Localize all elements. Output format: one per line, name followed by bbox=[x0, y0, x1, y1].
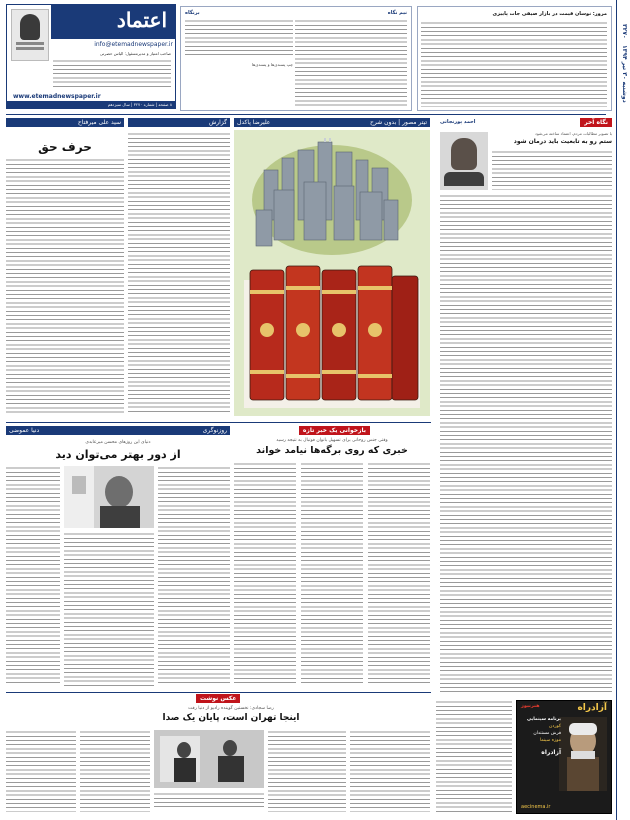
feature-center-kicker: وقتی جنس روحانی برای تسهیل بانوان فوتبال به نتیجه رسید bbox=[276, 438, 388, 443]
feature-center-title: خبری که روی برگه‌ها نیامد خواند bbox=[256, 445, 408, 456]
top-center-lead: برنگاه bbox=[185, 10, 200, 16]
ad-footer[interactable]: aecinema.ir bbox=[521, 804, 551, 810]
feature-left-body-a bbox=[6, 466, 60, 686]
bottom-story-body-d bbox=[350, 730, 430, 812]
ad-line-3: فرش مستندان bbox=[533, 731, 561, 736]
section-divider-2 bbox=[6, 422, 431, 423]
report-column bbox=[128, 118, 230, 418]
editorial-body bbox=[6, 158, 124, 413]
top-center-body-right bbox=[295, 19, 407, 107]
editorial-author: سید علی میرفتاح bbox=[77, 119, 121, 126]
masthead-issue-line: ۸ صفحه | شماره ۳۲۷۰ | سال سیزدهم bbox=[7, 101, 175, 108]
bottom-story-label: عکس نوشت bbox=[196, 694, 240, 703]
bottom-story-body-a bbox=[6, 730, 76, 812]
masthead-logo: اعتماد bbox=[116, 8, 167, 32]
right-column-body bbox=[440, 194, 612, 694]
report-label-bar bbox=[128, 118, 230, 127]
masthead-photo bbox=[11, 9, 49, 61]
feature-left-label: روزنوگری bbox=[202, 427, 227, 434]
advertisement[interactable] bbox=[516, 700, 612, 814]
right-lower-body bbox=[436, 700, 512, 812]
masthead-logo-band bbox=[51, 5, 175, 39]
feature-left-author: دنیا عموضی bbox=[9, 427, 40, 434]
ad-line-1: برنامه سینمایی bbox=[527, 717, 561, 722]
side-strip-issue: ۳۲۷۰ bbox=[621, 24, 628, 39]
side-strip bbox=[616, 0, 630, 820]
masthead-email[interactable]: info@etemadnewspaper.ir bbox=[94, 41, 173, 48]
right-column-kicker: با تصویر مطالبات مردم، اعتماد ساخته می‌شود bbox=[535, 131, 612, 136]
editorial-title: حرف حق bbox=[38, 140, 92, 154]
top-center-box bbox=[180, 6, 412, 111]
bottom-story-title: اینجا تهران است، پایان یک صدا bbox=[162, 713, 300, 723]
masthead-publisher: صاحب امتیاز و مدیرمسئول: الیاس حضرتی bbox=[99, 51, 171, 56]
feature-left-body-c bbox=[64, 532, 154, 686]
author-portrait bbox=[440, 132, 488, 190]
feature-center-body-c bbox=[368, 462, 430, 684]
masthead bbox=[6, 4, 176, 109]
right-column-label: نگاه آخر bbox=[580, 118, 612, 127]
side-strip-date: ۳۰ تیر ۱۳۹۴ bbox=[621, 44, 628, 80]
cartoon-label: تیتر مصور | بدون شرح bbox=[370, 119, 427, 126]
feature-left-bar bbox=[6, 426, 230, 435]
editorial-column bbox=[6, 118, 124, 418]
cartoon-label-bar bbox=[234, 118, 430, 127]
feature-left-body-b bbox=[158, 466, 230, 686]
bottom-story-body-c bbox=[268, 730, 346, 812]
editorial-author-bar bbox=[6, 118, 124, 127]
feature-center-label: بازخوانی یک خبر تازه bbox=[299, 426, 370, 435]
feature-center-body-b bbox=[301, 462, 363, 684]
top-center-label: نیم نگاه bbox=[387, 10, 407, 16]
ad-image bbox=[559, 717, 607, 791]
right-lower-block bbox=[436, 700, 512, 812]
cartoon-illustration bbox=[234, 130, 430, 416]
feature-left-photo bbox=[64, 466, 154, 528]
right-column-author: احمد پورنجاتی bbox=[440, 119, 476, 125]
ad-line-4: موزه سینما bbox=[539, 738, 561, 743]
bottom-story-kicker: رضا سجادی: نخستین گوینده رادیو از دنیا رفت bbox=[188, 706, 274, 711]
bottom-story-caption bbox=[154, 792, 264, 810]
right-column-intro bbox=[492, 150, 612, 190]
section-divider bbox=[6, 114, 606, 115]
cartoon-artist: علیرضا پاکدل bbox=[237, 119, 271, 126]
report-label: گزارش bbox=[208, 119, 227, 126]
feature-left bbox=[6, 426, 230, 688]
ad-line-5: آزادراه bbox=[541, 749, 561, 756]
ad-title: آزادراه bbox=[577, 703, 607, 713]
feature-center bbox=[234, 426, 430, 688]
ad-brand: هنرنیوز bbox=[521, 703, 540, 709]
masthead-website[interactable]: www.etemadnewspaper.ir bbox=[13, 93, 101, 100]
bottom-story-body-b bbox=[80, 730, 150, 812]
side-strip-day: دوشنبه bbox=[621, 81, 628, 103]
cartoon-block bbox=[234, 118, 430, 418]
bottom-story bbox=[6, 694, 431, 814]
top-center-byline: چپ پسندی‌ها و پسندی‌ها bbox=[251, 62, 293, 67]
feature-left-kicker: دنیای این روزهای محسن میرعابدی bbox=[85, 440, 151, 445]
masthead-credits bbox=[53, 59, 171, 89]
side-strip-text bbox=[618, 20, 628, 103]
bottom-story-photo bbox=[154, 730, 264, 788]
top-right-box bbox=[417, 6, 612, 111]
right-column-title: ستم رو به تابعیت باید درمان شود bbox=[513, 138, 612, 145]
top-right-body bbox=[421, 21, 607, 107]
section-divider-3 bbox=[6, 692, 431, 693]
report-body bbox=[128, 132, 230, 414]
ad-lines bbox=[521, 717, 561, 756]
right-column bbox=[440, 118, 612, 698]
top-center-body-left bbox=[185, 19, 293, 57]
feature-left-title: از دور بهتر می‌توان دید bbox=[55, 448, 181, 461]
top-right-title: مرور: نوسان قیمت در بازار صیفی جات پاییزی bbox=[492, 11, 607, 17]
ad-line-2: کوردن bbox=[549, 724, 561, 729]
feature-center-body-a bbox=[234, 462, 296, 684]
